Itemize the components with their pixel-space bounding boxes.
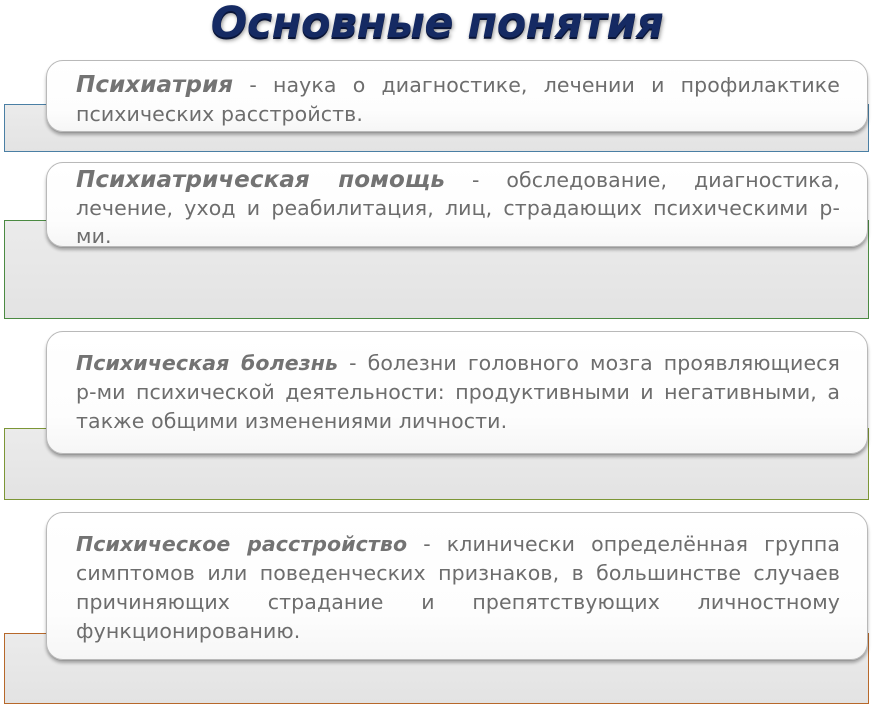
definition-body: - обследование, диагностика, лечение, уход и реабилитация, лиц, страдающих психическими р-ми. (76, 168, 840, 247)
definition-text (76, 530, 840, 646)
definition-body: - клинически определённая группа симптомов или поведенческих признаков, в большинстве случаев причиняющих страдание и препятствующих личностному функционированию. (76, 532, 841, 643)
definition-text (76, 166, 840, 247)
definition-card-psychiatry (46, 60, 868, 132)
definition-text (76, 349, 840, 436)
definition-term: Психическое расстройство (76, 532, 408, 556)
definition-text (76, 71, 840, 129)
definition-term: Психиатрия (76, 72, 234, 98)
definition-term: Психиатрическая помощь (76, 167, 446, 193)
slide-title: Основные понятия (210, 0, 664, 48)
definition-card-psychiatric-care (46, 162, 868, 247)
definition-card-mental-illness (46, 331, 868, 454)
definition-card-mental-disorder (46, 512, 868, 660)
definition-body: - наука о диагностике, лечении и профилактике психических расстройств. (76, 73, 840, 126)
definition-term: Психическая болезнь (76, 351, 339, 375)
definition-body: - болезни головного мозга проявляющиеся р-ми психической деятельности: продуктивными и негативными, а также общими изменениями личности. (76, 351, 840, 433)
